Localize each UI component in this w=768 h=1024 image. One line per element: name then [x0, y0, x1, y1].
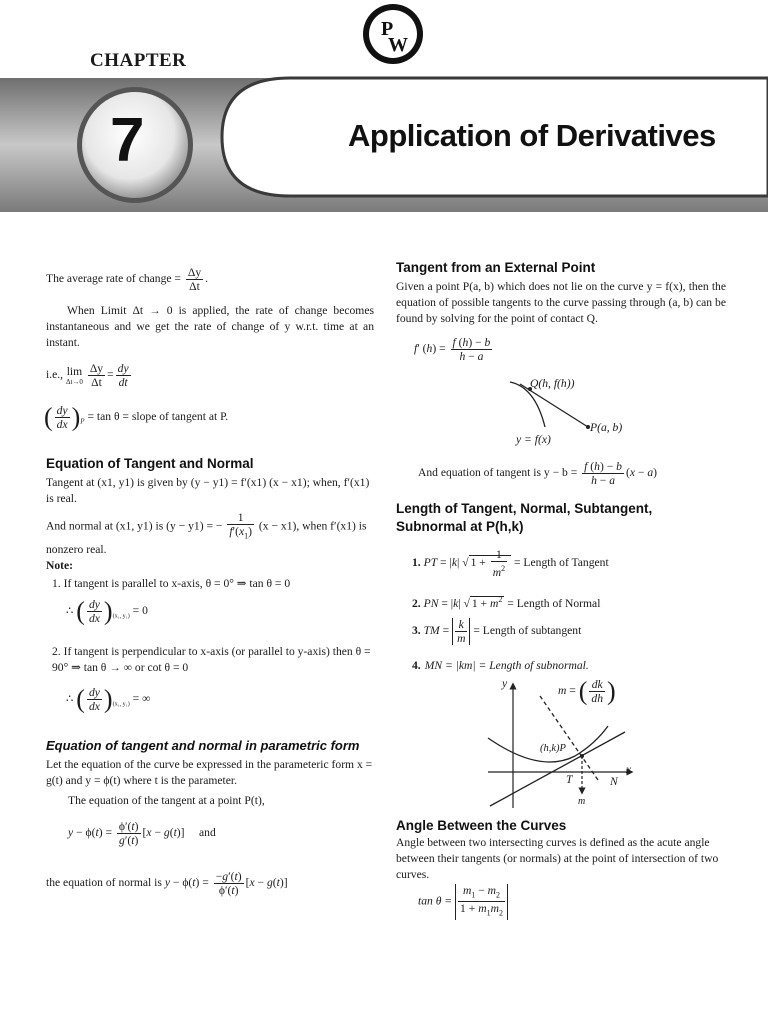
heading-angle: Angle Between the Curves [396, 818, 567, 833]
length-item-3: 3. TM = $\frac{k}{m}$ = Length of subtangent [412, 618, 582, 645]
svg-text:P: P [381, 18, 394, 40]
external-paragraph: Given a point P(a, b) which does not lie on the curve y = f(x), then the equation of possible tangents to the curve passing through (a, b) can be found by solving for the point of contact Q. [396, 280, 726, 325]
item-2-text: = Length of Normal [507, 596, 601, 610]
fig2-t-label: T [566, 773, 573, 786]
fig2-m-formula: m = ( $\frac{dk}{dh}$ ) [558, 676, 616, 706]
tan-label: tan θ = [418, 894, 453, 908]
pw-logo [362, 3, 424, 65]
chapter-label: CHAPTER [90, 50, 187, 71]
header-banner [0, 0, 768, 215]
item-4-text: MN = |km| = Length of subnormal. [424, 659, 589, 672]
normal-text-a: And normal at (x1, y1) is (y − y1) = − [46, 519, 223, 533]
item-3-text: = Length of subtangent [473, 624, 582, 638]
lim-text: lim [66, 364, 83, 378]
fig2-y-label: y [502, 677, 508, 690]
heading-external-point: Tangent from an External Point [396, 260, 596, 275]
page-title: Application of Derivatives [348, 118, 716, 153]
svg-text:W: W [388, 34, 408, 56]
heading-parametric: Equation of tangent and normal in parametric form [46, 738, 360, 753]
tangent-eq-label: And equation of tangent is y − b = [418, 466, 578, 480]
tan-theta-eq: tan θ = $\frac{m_1 - m_2}{1 + m_1m_2}$ [418, 884, 508, 920]
tangent-param-eq: y − ϕ(t) = $\frac{\phi'(t)}{g'(t)}$ [x − g(t)] and [68, 820, 216, 847]
item-4-num: 4. [412, 659, 421, 672]
fig1-curve-label: y = f(x) [516, 433, 551, 446]
note-2-eq: ∴ ( $\frac{dy}{dx}$ )$_{(x_1, y_1)}$ = ∞ [66, 684, 151, 714]
slope-text: = tan θ = slope of tangent at P. [87, 410, 229, 424]
parametric-paragraph: Let the equation of the curve be expressed in the parameteric form x = g(t) and y = ϕ(t) where t is the parameter. [46, 758, 373, 787]
avg-num: Δy [187, 266, 202, 279]
tangent-eq-line: And equation of tangent is y − b = $\frac{f (h) - b}{h - a}$ (x − a) [418, 460, 658, 487]
avg-rate-line: The average rate of change = $\frac{\Delta y}{\Delta t}$ . [46, 266, 209, 293]
avg-den: Δt [189, 280, 200, 293]
normal-text-b: (x − x1), when f′(x1) is nonzero real. [46, 519, 367, 557]
ie-text: i.e., [46, 368, 64, 382]
item-1-num: 1. [412, 556, 421, 570]
and-text: and [199, 826, 216, 840]
tangent-point-line: The equation of the tangent at a point P(t), [68, 794, 265, 807]
angle-paragraph: Angle between two intersecting curves is defined as the acute angle between their tangents (or normals) at the point of intersection of two curves. [396, 836, 719, 881]
fig2-x-label: x [626, 763, 632, 776]
note-1-eq: ∴ ( $\frac{dy}{dx}$ )$_{(x_1, y_1)} = 0$ [66, 596, 148, 626]
length-item-4 [412, 658, 732, 674]
note-1-eq-value: = 0 [132, 604, 148, 618]
fig2-m-bottom-label: m [578, 796, 586, 807]
note-2-eq-value: = ∞ [132, 692, 151, 706]
normal-eq-label: the equation of normal is [46, 876, 162, 890]
normal-line [540, 696, 598, 780]
item-2-num: 2. [412, 596, 421, 610]
note-1: 1. If tangent is parallel to x-axis, θ = 0° ⇒ tan θ = 0 [52, 577, 291, 590]
heading-tangent-normal: Equation of Tangent and Normal [46, 456, 254, 471]
item-3-num: 3. [412, 624, 421, 638]
fig2-n-label: N [610, 775, 618, 788]
chapter-number: 7 [110, 106, 145, 175]
slope-line: ( $\frac{dy}{dx}$ )$_P = \tan \theta$ = slope of tangent at P. [44, 402, 229, 432]
fig1-q-label: Q(h, f(h)) [530, 377, 575, 390]
fig2-p-label: (h,k)P [540, 743, 566, 754]
fig1-p-label: P(a, b) [590, 421, 623, 434]
note-label: Note: [46, 559, 74, 572]
fig2-m-label: m [558, 684, 567, 698]
length-item-2: 2. PN = |k| √ $1 + m^2$ = Length of Normal [412, 595, 601, 610]
lim-sub: Δt→0 [65, 377, 83, 386]
normal-param-eq: the equation of normal is y − ϕ(t) = $\frac{-g'(t)}{\phi'(t)}$ [x − g(t)] [46, 870, 288, 897]
item-1-text: = Length of Tangent [513, 556, 609, 570]
heading-lengths: Length of Tangent, Normal, Subtangent, Subnormal at P(h,k) [396, 501, 653, 534]
ie-line: i.e., lim Δt→0 $\frac{\Delta y}{\Delta t}$ = $\frac{dy}{dt}$ [46, 362, 129, 389]
avg-rate-text: The average rate of change = [46, 272, 181, 286]
limit-paragraph: When Limit Δt → 0 is applied, the rate of change becomes instantaneous and we get the rate of change of y w.r.t. time at an instant. [46, 304, 374, 349]
fprime-eq: f′ (h) = $\frac{f (h) - b}{h - a}$ [414, 336, 491, 363]
length-item-1: 1. PT = |k| √ 1 + $\frac{1}{m^2}$ = Length of Tangent [412, 548, 609, 579]
normal-line: And normal at (x1, y1) is (y − y1) = − $\frac{1}{f'(x_1)}$ (x − x1), when f′(x1) is nonzero real. [46, 511, 367, 557]
note-2: 2. If tangent is perpendicular to x-axis (or parallel to y-axis) then θ = 90° ⇒ tan θ → ∞ or cot θ = 0 [52, 645, 371, 674]
tangent-paragraph: Tangent at (x1, y1) is given by (y − y1) = f′(x1) (x − x1); when, f′(x1) is real. [46, 476, 370, 505]
